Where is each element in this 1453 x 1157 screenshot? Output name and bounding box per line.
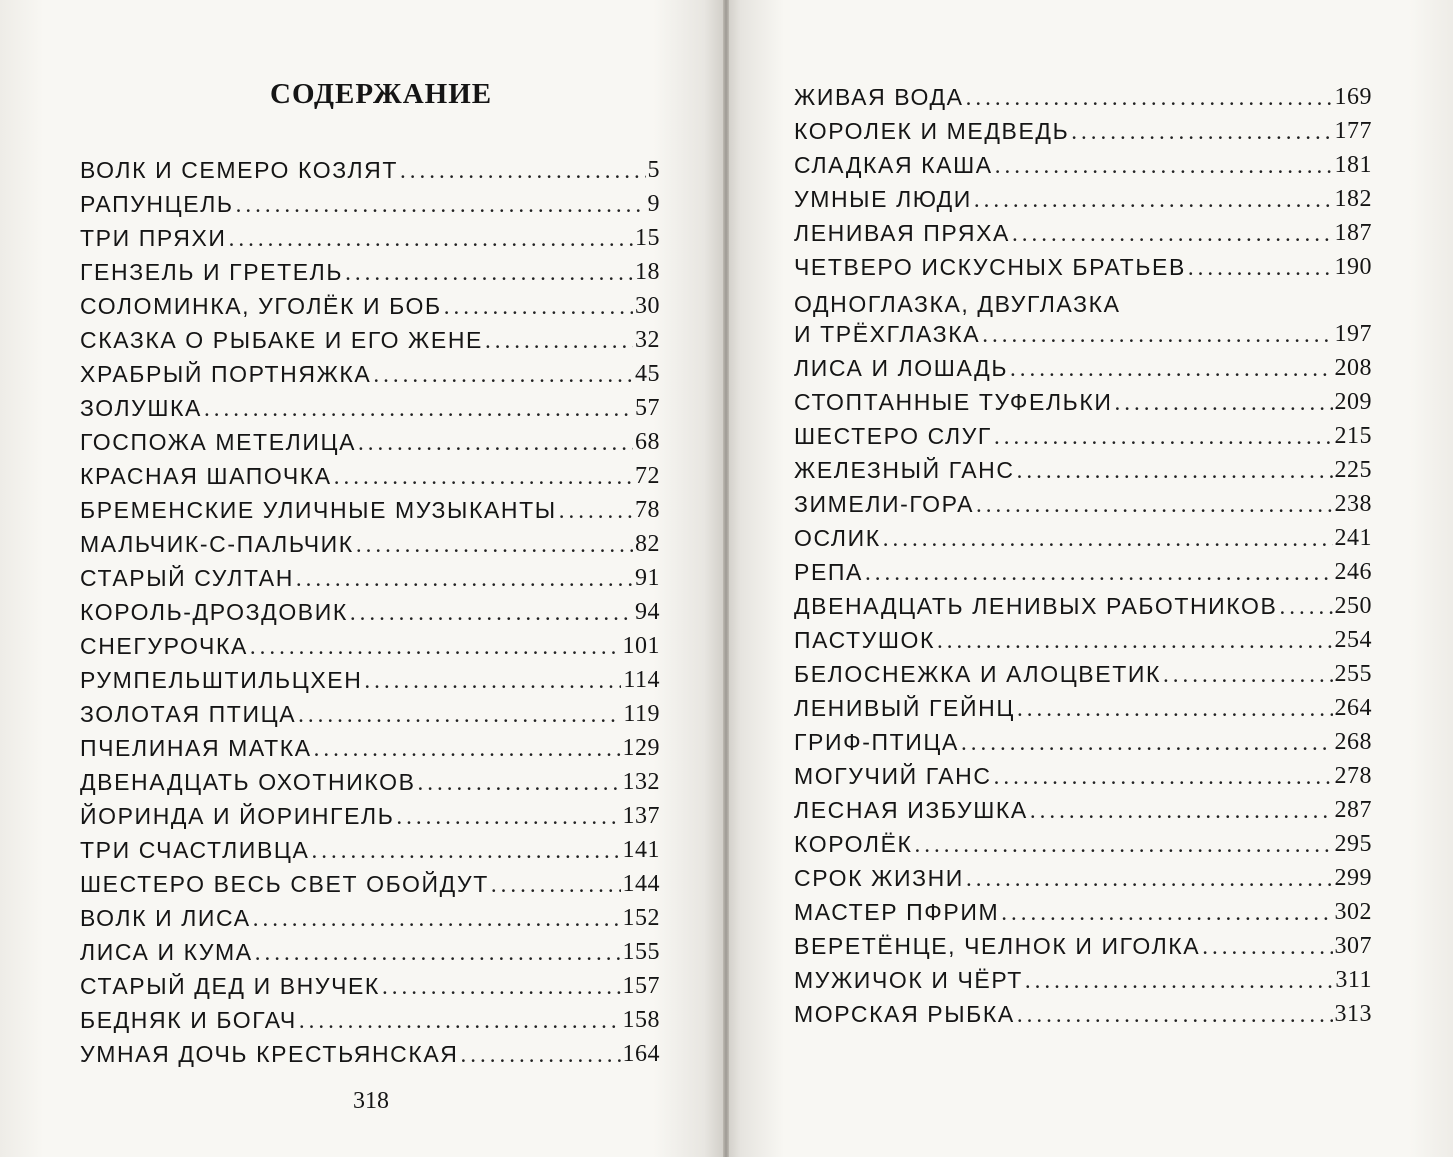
toc-entry (794, 518, 1372, 552)
toc-entry-page: 215 (1334, 423, 1372, 449)
toc-entry-page: 9 (647, 191, 660, 217)
toc-entry-title: БЕЛОСНЕЖКА И АЛОЦВЕТИК (794, 661, 1161, 687)
dot-leader (229, 226, 633, 252)
toc-entry-title: ПАСТУШОК (794, 627, 936, 653)
dot-leader (250, 634, 621, 660)
toc-entry-page: 32 (635, 327, 660, 353)
toc-entry (794, 382, 1372, 416)
toc-entry-title: ГРИФ-ПТИЦА (794, 729, 959, 755)
toc-entry-title: ТРИ СЧАСТЛИВЦА (80, 837, 310, 863)
toc-entry-title: ЛЕНИВАЯ ПРЯХА (794, 220, 1010, 246)
dot-leader (236, 192, 646, 218)
left-page (0, 0, 726, 1157)
toc-entry (794, 247, 1372, 281)
toc-entry-title: ТРИ ПРЯХИ (80, 225, 227, 251)
toc-entry-title: ГОСПОЖА МЕТЕЛИЦА (80, 429, 357, 455)
toc-entry-title: ОСЛИК (794, 525, 881, 551)
toc-entry-title: КОРОЛЬ-ДРОЗДОВИК (80, 599, 348, 625)
toc-entry (794, 348, 1372, 382)
toc-entry-page: 197 (1334, 321, 1372, 347)
toc-entry-title: СТАРЫЙ ДЕД И ВНУЧЕК (80, 973, 380, 999)
dot-leader (1071, 119, 1332, 145)
toc-entry (794, 858, 1372, 892)
dot-leader (461, 1042, 621, 1068)
dot-leader (1017, 696, 1333, 722)
dot-leader (995, 153, 1333, 179)
toc-entry-page: 164 (622, 1041, 660, 1067)
dot-leader (1017, 1002, 1333, 1028)
toc-entry-page: 155 (622, 939, 660, 965)
toc-entry-title: ЙОРИНДА И ЙОРИНГЕЛЬ (80, 803, 395, 829)
toc-entry-page: 241 (1334, 525, 1372, 551)
right-page (726, 0, 1453, 1157)
toc-entry-title: СОЛОМИНКА, УГОЛЁК И БОБ (80, 293, 442, 319)
toc-entry (794, 688, 1372, 722)
toc-entry-title: РУМПЕЛЬШТИЛЬЦХЕН (80, 667, 363, 693)
toc-entry (794, 586, 1372, 620)
toc-entry (80, 524, 660, 558)
toc-entry-page: 182 (1334, 186, 1372, 212)
toc-entry-title: ГЕНЗЕЛЬ И ГРЕТЕЛЬ (80, 259, 344, 285)
toc-entry-page: 250 (1334, 593, 1372, 619)
toc-entry-title: ЖЕЛЕЗНЫЙ ГАНС (794, 457, 1015, 483)
page-number: 318 (353, 1088, 389, 1114)
toc-entry-title: КОРОЛЕК И МЕДВЕДЬ (794, 118, 1070, 144)
toc-entry-title: РАПУНЦЕЛЬ (80, 191, 234, 217)
toc-entry-title: ЗИМЕЛИ-ГОРА (794, 491, 975, 517)
toc-entry (794, 213, 1372, 247)
toc-entry-title: КРАСНАЯ ШАПОЧКА (80, 463, 332, 489)
toc-entry (794, 994, 1372, 1028)
toc-entry (794, 416, 1372, 450)
toc-entry-page: 78 (635, 497, 660, 523)
toc-entry-title: ЛИСА И КУМА (80, 939, 253, 965)
toc-entry-page: 299 (1334, 865, 1372, 891)
toc-entry-title: ШЕСТЕРО СЛУГ (794, 423, 992, 449)
toc-entry-title: ШЕСТЕРО ВЕСЬ СВЕТ ОБОЙДУТ (80, 871, 489, 897)
dot-leader (1279, 594, 1332, 620)
toc-entry (80, 796, 660, 830)
toc-entry (80, 456, 660, 490)
dot-leader (961, 730, 1333, 756)
toc-entry-page: 18 (635, 259, 660, 285)
toc-entry-page: 287 (1334, 797, 1372, 823)
toc-entry (80, 626, 660, 660)
toc-entry-page: 177 (1334, 118, 1372, 144)
toc-entry (80, 864, 660, 898)
toc-entry (794, 281, 1372, 348)
toc-entry-title: МОГУЧИЙ ГАНС (794, 763, 992, 789)
toc-entry-page: 137 (622, 803, 660, 829)
dot-leader (1202, 934, 1332, 960)
toc-entry-page: 82 (635, 531, 660, 557)
toc-heading: СОДЕРЖАНИЕ (270, 78, 493, 110)
toc-entry-page: 169 (1334, 84, 1372, 110)
toc-entry-title: КОРОЛЁК (794, 831, 913, 857)
toc-entry-title: ВЕРЕТЁНЦЕ, ЧЕЛНОК И ИГОЛКА (794, 933, 1201, 959)
toc-entry-title: ВОЛК И СЕМЕРО КОЗЛЯТ (80, 157, 398, 183)
dot-leader (345, 260, 633, 286)
dot-leader (1163, 662, 1333, 688)
toc-entry-title: ХРАБРЫЙ ПОРТНЯЖКА (80, 361, 372, 387)
toc-entry (80, 558, 660, 592)
toc-entry-title: МАЛЬЧИК-С-ПАЛЬЧИК (80, 531, 354, 557)
toc-entry-page: 307 (1334, 933, 1372, 959)
dot-leader (298, 702, 621, 728)
dot-leader (994, 424, 1333, 450)
dot-leader (491, 872, 621, 898)
toc-entry-title: ЛЕНИВЫЙ ГЕЙНЦ (794, 695, 1015, 721)
dot-leader (559, 498, 633, 524)
toc-entry-page: 141 (622, 837, 660, 863)
toc-entry (80, 490, 660, 524)
toc-entry-page: 91 (635, 565, 660, 591)
toc-entry (80, 898, 660, 932)
toc-entry-page: 268 (1334, 729, 1372, 755)
dot-leader (994, 764, 1333, 790)
toc-entry-page: 302 (1334, 899, 1372, 925)
toc-entry-title: СЛАДКАЯ КАША (794, 152, 993, 178)
toc-entry (794, 552, 1372, 586)
toc-entry (794, 620, 1372, 654)
dot-leader (1188, 255, 1333, 281)
toc-entry-title: РЕПА (794, 559, 863, 585)
dot-leader (1010, 356, 1332, 382)
toc-entry-page: 68 (635, 429, 660, 455)
toc-entry (80, 830, 660, 864)
toc-entry-page: 278 (1334, 763, 1372, 789)
dot-leader (1012, 221, 1333, 247)
toc-entry-page: 208 (1334, 355, 1372, 381)
toc-entry (80, 422, 660, 456)
dot-leader (937, 628, 1332, 654)
dot-leader (974, 187, 1333, 213)
toc-entry-title: БРЕМЕНСКИЕ УЛИЧНЫЕ МУЗЫКАНТЫ (80, 497, 557, 523)
toc-entry-title: СТОПТАННЫЕ ТУФЕЛЬКИ (794, 389, 1113, 415)
toc-entry-page: 5 (647, 157, 660, 183)
toc-entry-page: 255 (1334, 661, 1372, 687)
dot-leader (253, 906, 621, 932)
toc-entry (794, 145, 1372, 179)
toc-entry (794, 179, 1372, 213)
toc-entry-title: СТАРЫЙ СУЛТАН (80, 565, 294, 591)
toc-entry (80, 320, 660, 354)
toc-entry-title: ЛИСА И ЛОШАДЬ (794, 355, 1009, 381)
toc-entry-title: ВОЛК И ЛИСА (80, 905, 251, 931)
toc-entry (80, 728, 660, 762)
toc-entry-title: ЗОЛОТАЯ ПТИЦА (80, 701, 297, 727)
dot-leader (314, 736, 621, 762)
dot-leader (364, 668, 621, 694)
toc-entry-page: 45 (635, 361, 660, 387)
toc-entry (80, 150, 660, 184)
toc-entry-page: 114 (623, 667, 660, 693)
toc-entry (80, 762, 660, 796)
toc-entry (80, 218, 660, 252)
toc-entry (794, 484, 1372, 518)
dot-leader (358, 430, 633, 456)
toc-entry-page: 152 (622, 905, 660, 931)
toc-entry-page: 225 (1334, 457, 1372, 483)
toc-entry-title: УМНАЯ ДОЧЬ КРЕСТЬЯНСКАЯ (80, 1041, 459, 1067)
toc-entry-page: 209 (1334, 389, 1372, 415)
toc-list-left (80, 150, 660, 1068)
toc-entry (80, 354, 660, 388)
dot-leader (1025, 968, 1333, 994)
dot-leader (865, 560, 1333, 586)
toc-entry-page: 295 (1334, 831, 1372, 857)
toc-entry-page: 158 (622, 1007, 660, 1033)
toc-entry-page: 144 (622, 871, 660, 897)
toc-entry-title: ЗОЛУШКА (80, 395, 202, 421)
toc-entry (80, 694, 660, 728)
toc-entry-page: 190 (1334, 254, 1372, 280)
toc-entry (80, 660, 660, 694)
toc-entry-page: 313 (1334, 1001, 1372, 1027)
dot-leader (255, 940, 621, 966)
toc-entry (794, 960, 1372, 994)
dot-leader (444, 294, 633, 320)
toc-entry-title: ОДНОГЛАЗКА, ДВУГЛАЗКА (794, 291, 1121, 317)
toc-entry (794, 722, 1372, 756)
toc-entry-title: ПЧЕЛИНАЯ МАТКА (80, 735, 312, 761)
dot-leader (976, 492, 1332, 518)
toc-entry (80, 966, 660, 1000)
dot-leader (299, 1008, 621, 1034)
book-gutter (723, 0, 729, 1157)
dot-leader (1017, 458, 1333, 484)
toc-entry-title: ЧЕТВЕРО ИСКУСНЫХ БРАТЬЕВ (794, 254, 1186, 280)
toc-entry-page: 187 (1334, 220, 1372, 246)
toc-entry (794, 756, 1372, 790)
toc-entry-title: ЛЕСНАЯ ИЗБУШКА (794, 797, 1028, 823)
toc-list-right (794, 77, 1372, 1028)
toc-entry (794, 111, 1372, 145)
toc-entry (794, 450, 1372, 484)
toc-entry-title: УМНЫЕ ЛЮДИ (794, 186, 972, 212)
dot-leader (915, 832, 1333, 858)
dot-leader (373, 362, 633, 388)
toc-entry-title: СНЕГУРОЧКА (80, 633, 248, 659)
toc-entry-page: 30 (635, 293, 660, 319)
dot-leader (418, 770, 621, 796)
toc-entry (794, 77, 1372, 111)
toc-entry-page: 72 (635, 463, 660, 489)
toc-entry-title: МОРСКАЯ РЫБКА (794, 1001, 1015, 1027)
toc-entry (80, 592, 660, 626)
dot-leader (485, 328, 633, 354)
dot-leader (966, 866, 1333, 892)
toc-entry-title: СКАЗКА О РЫБАКЕ И ЕГО ЖЕНЕ (80, 327, 483, 353)
toc-entry-page: 157 (622, 973, 660, 999)
dot-leader (350, 600, 633, 626)
toc-entry-title: БЕДНЯК И БОГАЧ (80, 1007, 297, 1033)
toc-entry-page: 311 (1335, 967, 1372, 993)
toc-entry-page: 15 (635, 225, 660, 251)
dot-leader (400, 158, 646, 184)
toc-entry (80, 1000, 660, 1034)
dot-leader (356, 532, 633, 558)
toc-entry-title: МАСТЕР ПФРИМ (794, 899, 1000, 925)
toc-entry (80, 184, 660, 218)
toc-entry-title: ДВЕНАДЦАТЬ ЛЕНИВЫХ РАБОТНИКОВ (794, 593, 1278, 619)
dot-leader (311, 838, 620, 864)
dot-leader (334, 464, 633, 490)
toc-entry-page: 132 (622, 769, 660, 795)
dot-leader (1030, 798, 1333, 824)
toc-entry-title: ЖИВАЯ ВОДА (794, 84, 964, 110)
toc-entry-page: 264 (1334, 695, 1372, 721)
dot-leader (382, 974, 621, 1000)
toc-entry-page: 101 (622, 633, 660, 659)
toc-entry-title: ДВЕНАДЦАТЬ ОХОТНИКОВ (80, 769, 416, 795)
toc-entry-page: 238 (1334, 491, 1372, 517)
toc-entry-page: 94 (635, 599, 660, 625)
dot-leader (1114, 390, 1332, 416)
toc-entry (80, 1034, 660, 1068)
dot-leader (1001, 900, 1332, 926)
toc-entry (80, 388, 660, 422)
toc-entry (80, 286, 660, 320)
toc-entry (794, 790, 1372, 824)
toc-entry-page: 181 (1334, 152, 1372, 178)
dot-leader (966, 85, 1333, 111)
dot-leader (883, 526, 1333, 552)
toc-entry-title-continued: И ТРЁХГЛАЗКА (794, 321, 981, 347)
toc-entry (794, 654, 1372, 688)
toc-entry-title: МУЖИЧОК И ЧЁРТ (794, 967, 1023, 993)
toc-entry (794, 892, 1372, 926)
toc-entry (794, 824, 1372, 858)
dot-leader (296, 566, 633, 592)
toc-entry-page: 119 (623, 701, 660, 727)
toc-entry-page: 57 (635, 395, 660, 421)
toc-entry-page: 254 (1334, 627, 1372, 653)
toc-entry (794, 926, 1372, 960)
toc-entry-title: СРОК ЖИЗНИ (794, 865, 964, 891)
toc-entry-page: 246 (1334, 559, 1372, 585)
toc-entry (80, 932, 660, 966)
dot-leader (982, 322, 1332, 348)
dot-leader (204, 396, 633, 422)
toc-entry-page: 129 (622, 735, 660, 761)
dot-leader (396, 804, 620, 830)
toc-entry (80, 252, 660, 286)
